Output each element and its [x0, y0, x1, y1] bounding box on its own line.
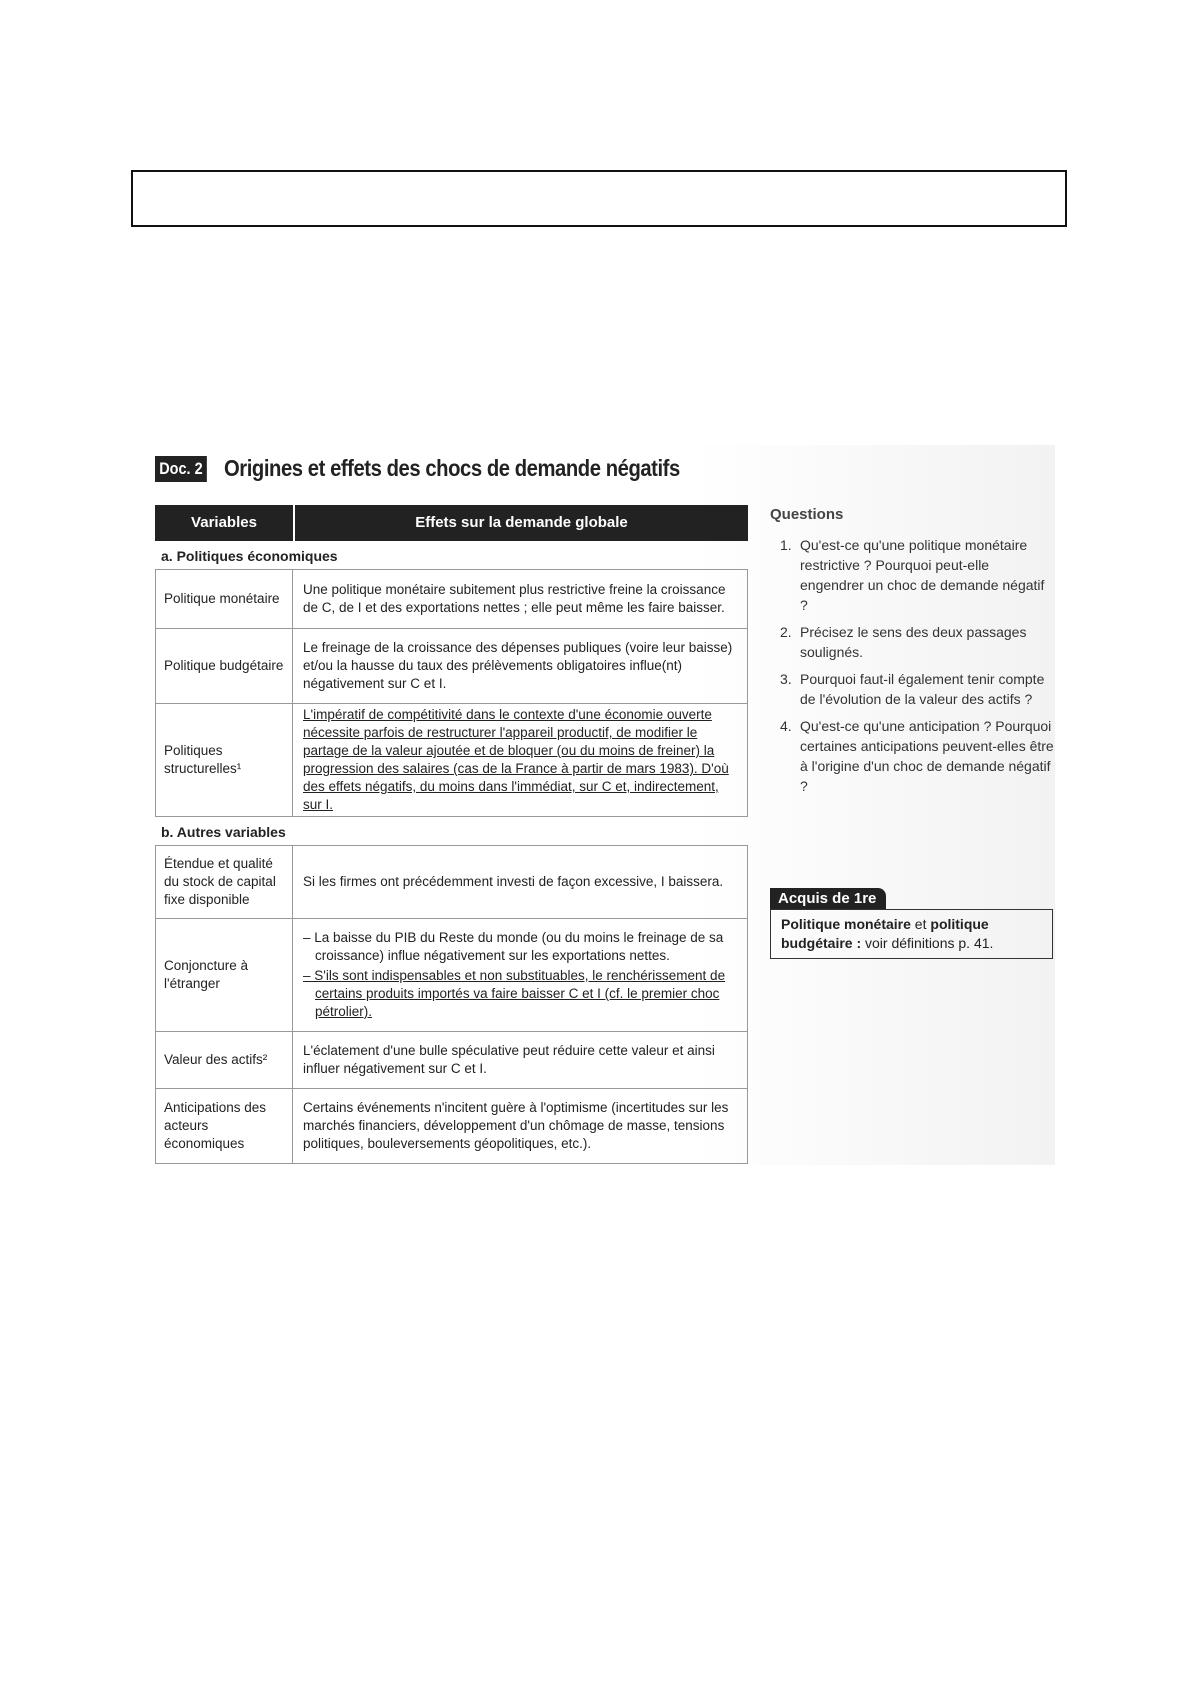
acquis-term: politique budgétaire : — [781, 916, 989, 951]
row-variable: Politique budgétaire — [156, 629, 293, 703]
acquis-conj: et — [910, 916, 931, 932]
question-text: Pourquoi faut-il également tenir compte de l'évolution de la valeur des actifs ? — [800, 671, 1045, 707]
question-item — [780, 535, 1055, 615]
header-effects: Effets sur la demande globale — [415, 514, 628, 531]
question-text: Précisez le sens des deux passages soulignés. — [800, 624, 1027, 660]
question-number: 4. — [780, 718, 792, 734]
question-text: Qu'est-ce qu'une anticipation ? Pourquoi certaines anticipations peuvent-elles être à l'origine d'un choc de demande négatif ? — [800, 718, 1054, 794]
answer-box[interactable] — [131, 170, 1067, 227]
acquis-panel — [770, 888, 1053, 959]
question-item — [780, 669, 1055, 709]
section-a-title: a. Politiques économiques — [161, 548, 338, 564]
effect-item-underlined: – S'ils sont indispensables et non substituables, le renchérissement de certains produits importés va faire baisser C et I (cf. le premier choc pétrolier). — [303, 968, 726, 1019]
questions-title: Questions — [770, 506, 844, 523]
questions-list — [770, 535, 1055, 796]
effect-item: – La baisse du PIB du Reste du monde (ou du moins le freinage de sa croissance) influe négativement sur les exportations nettes. — [303, 930, 724, 963]
acquis-ref: voir définitions p. 41. — [861, 935, 994, 951]
doc-title — [155, 455, 742, 482]
acquis-term: Politique monétaire — [781, 916, 911, 932]
question-item — [780, 622, 1055, 662]
row-variable: Conjoncture à l'étranger — [156, 919, 293, 1031]
row-effect: Une politique monétaire subitement plus restrictive freine la croissance de C, de I et des exportations nettes ; elle peut même les faire baisser. — [303, 582, 726, 615]
question-item — [780, 716, 1055, 796]
row-effect: Le freinage de la croissance des dépenses publiques (voire leur baisse) et/ou la hausse du taux des prélèvements obligatoires influe(nt) négativement sur C et I. — [303, 640, 733, 691]
question-number: 3. — [780, 671, 792, 687]
header-variables: Variables — [155, 505, 295, 541]
question-text: Qu'est-ce qu'une politique monétaire restrictive ? Pourquoi peut-elle engendrer un choc de demande négatif ? — [800, 537, 1045, 613]
row-effect: Si les firmes ont précédemment investi de façon excessive, I baissera. — [303, 874, 724, 889]
doc-badge: Doc. 2 — [155, 456, 207, 482]
question-number: 1. — [780, 537, 792, 553]
question-number: 2. — [780, 624, 792, 640]
row-variable: Étendue et qualité du stock de capital fixe disponible — [156, 846, 293, 918]
section-b-title: b. Autres variables — [161, 824, 286, 840]
effects-table — [155, 505, 748, 1164]
table-header — [155, 505, 748, 541]
table-row — [155, 845, 748, 919]
row-variable: Politique monétaire — [156, 570, 293, 628]
table-row — [155, 704, 748, 817]
row-effect — [293, 919, 747, 1031]
table-row — [155, 569, 748, 629]
table-row — [155, 919, 748, 1032]
questions-panel — [770, 505, 1055, 803]
table-row — [155, 629, 748, 704]
row-variable: Politiques structurelles¹ — [156, 704, 293, 816]
row-variable: Anticipations des acteurs économiques — [156, 1089, 293, 1163]
row-effect-underlined: L'impératif de compétitivité dans le contexte d'une économie ouverte nécessite parfois de restructurer l'appareil productif, de modifier le partage de la valeur ajoutée et de bloquer (ou du moins de freiner) la progression des salaires (cas de la France à partir de mars 1983). D'où des effets négatifs, du moins dans l'immédiat, sur C et, indirectement, sur I. — [303, 707, 729, 812]
acquis-box — [770, 909, 1053, 959]
acquis-badge: Acquis de 1re — [770, 888, 886, 909]
row-effect: L'éclatement d'une bulle spéculative peut réduire cette valeur et ainsi influer négativement sur C et I. — [303, 1043, 715, 1076]
document-panel — [150, 445, 1055, 1165]
doc-heading: Origines et effets des chocs de demande négatifs — [224, 455, 680, 481]
row-variable: Valeur des actifs² — [156, 1032, 293, 1088]
row-effect: Certains événements n'incitent guère à l'optimisme (incertitudes sur les marchés financiers, développement d'un chômage de masse, tensions politiques, bouleversements géopolitiques, etc.). — [303, 1100, 729, 1151]
table-row — [155, 1089, 748, 1164]
table-row — [155, 1032, 748, 1089]
